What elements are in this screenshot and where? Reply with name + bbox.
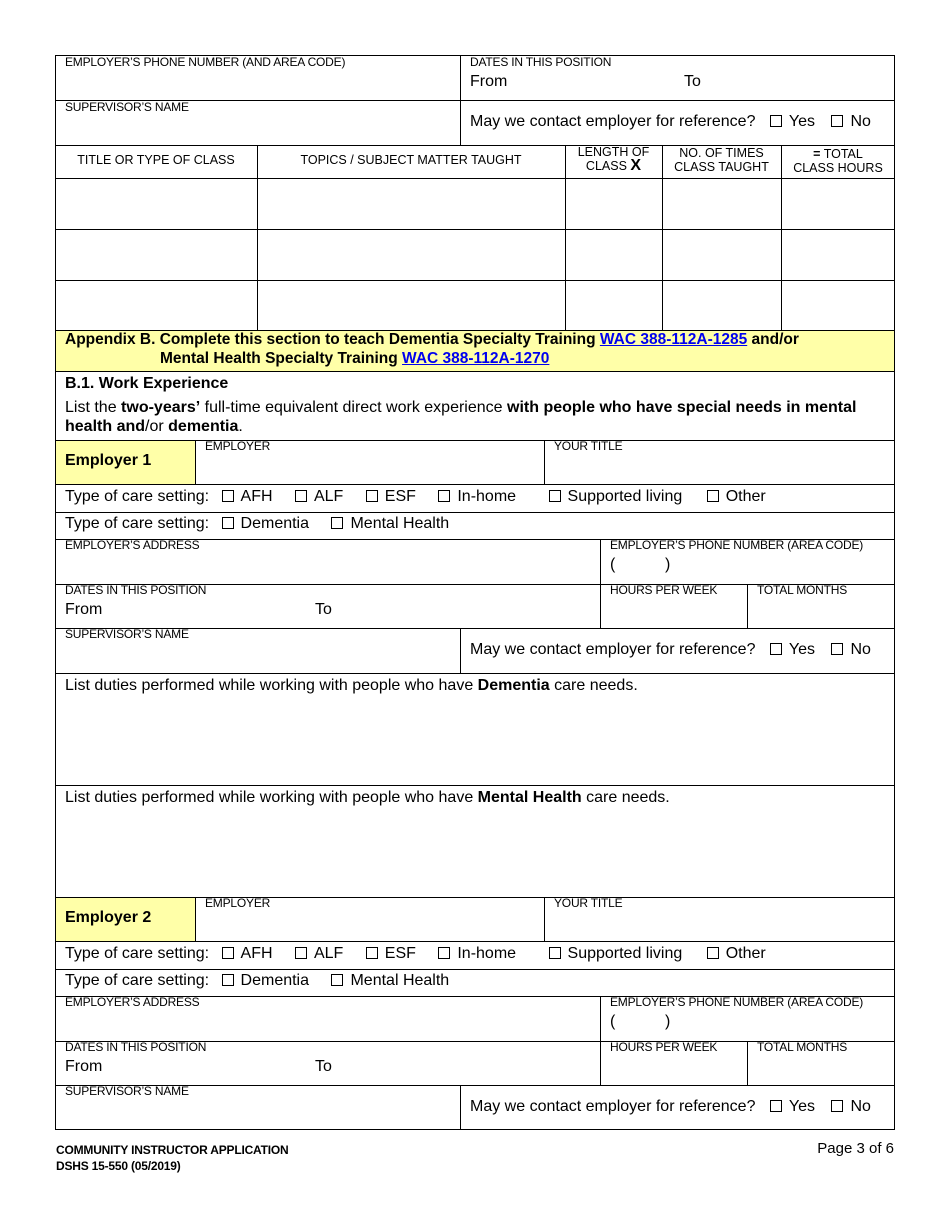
supported-living-checkbox[interactable] [549,947,561,959]
no-label: No [850,641,871,658]
no-checkbox[interactable] [831,1100,843,1112]
no-checkbox[interactable] [831,115,843,127]
divider [55,673,895,674]
divider [747,1041,748,1085]
appendix-text2: Mental Health Specialty Training [160,350,398,367]
appendix-text1: Appendix B. Complete this section to teach Dementia Specialty Training [65,331,596,348]
hours-label: HOURS PER WEEK [610,1040,718,1054]
b1-p-a: List the [65,399,117,416]
afh-label: AFH [240,488,273,505]
header-length [565,145,662,173]
months-label: TOTAL MONTHS [757,1040,848,1054]
dementia-duties-label [65,677,638,695]
b1-p-d: with people who have special needs in mental health [65,399,857,435]
mh-c: care needs. [586,789,670,806]
care-setting-row-1 [65,488,766,506]
other-checkbox[interactable] [707,490,719,502]
dates-label: DATES IN THIS POSITION [65,1040,207,1054]
supervisor-label: SUPERVISOR’S NAME [65,627,189,641]
divider [55,512,895,513]
header-equals: = [813,147,821,161]
to-label: To [315,601,332,618]
b1-p-f: /or [145,418,164,435]
dementia-label: Dementia [240,515,310,532]
dates-label: DATES IN THIS POSITION [65,583,207,597]
alf-label: ALF [313,945,344,962]
your-title-label: YOUR TITLE [554,439,623,453]
divider [460,1085,461,1130]
esf-checkbox[interactable] [366,490,378,502]
dates-label: DATES IN THIS POSITION [470,55,612,69]
b1-p-b: two-years’ [121,399,201,416]
address-label: EMPLOYER’S ADDRESS [65,538,200,552]
phone-area-label: EMPLOYER’S PHONE NUMBER (AREA CODE) [610,538,864,552]
yes-checkbox[interactable] [770,643,782,655]
from-label: From [470,73,508,90]
divider [544,440,545,484]
phone-paren-open: ( [610,1013,616,1030]
esf-checkbox[interactable] [366,947,378,959]
b1-p-e: and [116,418,146,435]
care-setting-label: Type of care setting: [65,945,210,962]
divider [55,941,895,942]
to-label: To [315,1058,332,1075]
appendix-line1 [65,331,799,349]
hours-label: HOURS PER WEEK [610,583,718,597]
no-label: No [850,113,871,130]
dem-a: List duties performed while working with people who have [65,677,474,694]
wac-1285-link[interactable]: WAC 388-112A-1285 [599,331,748,348]
in-home-label: In-home [457,488,517,505]
divider [747,584,748,628]
divider [460,628,461,673]
divider [195,897,196,941]
divider [55,785,895,786]
wac-1270-link[interactable]: WAC 388-112A-1270 [402,350,550,367]
divider [55,969,895,970]
header-total-line2: CLASS HOURS [793,161,883,175]
in-home-label: In-home [457,945,517,962]
other-label: Other [725,488,766,505]
dementia-checkbox[interactable] [222,517,234,529]
header-total-line1: TOTAL [823,147,863,161]
alf-checkbox[interactable] [295,490,307,502]
employer-label: EMPLOYER [205,896,271,910]
header-length-line1: LENGTH OF [577,145,650,159]
contact-question: May we contact employer for reference? [470,113,756,130]
header-total [781,147,895,175]
in-home-checkbox[interactable] [438,490,450,502]
yes-checkbox[interactable] [770,1100,782,1112]
employer-phone-label: EMPLOYER’S PHONE NUMBER (AND AREA CODE) [65,55,346,69]
divider [195,440,196,484]
footer-form-title: COMMUNITY INSTRUCTOR APPLICATION [56,1143,289,1157]
b1-paragraph [65,398,890,436]
mental-health-duties-label [65,789,670,807]
header-multiply: X [630,157,642,174]
from-label: From [65,601,103,618]
header-times-line2: CLASS TAUGHT [674,160,769,174]
footer-form-code: DSHS 15-550 (05/2019) [56,1159,181,1173]
mental-health-checkbox[interactable] [331,974,343,986]
divider [55,484,895,485]
b1-p-h: . [238,418,243,435]
from-label: From [65,1058,103,1075]
divider [257,145,258,330]
divider [544,897,545,941]
supervisor-label: SUPERVISOR’S NAME [65,1084,189,1098]
your-title-label: YOUR TITLE [554,896,623,910]
care-setting-label: Type of care setting: [65,488,210,505]
contact-reference-row [470,113,871,131]
divider [55,371,895,372]
mh-a: List duties performed while working with people who have [65,789,474,806]
phone-paren-close: ) [665,556,671,573]
supervisor-label: SUPERVISOR’S NAME [65,100,189,114]
header-times-line1: NO. OF TIMES [679,146,764,160]
supported-living-label: Supported living [567,488,683,505]
header-topics: TOPICS / SUBJECT MATTER TAUGHT [300,153,522,167]
header-title: TITLE OR TYPE OF CLASS [77,153,235,167]
dementia-label: Dementia [240,972,310,989]
address-label: EMPLOYER’S ADDRESS [65,995,200,1009]
mental-health-label: Mental Health [350,515,450,532]
b1-p-g: dementia [168,418,239,435]
appendix-line2 [160,350,549,368]
divider [55,178,895,179]
esf-label: ESF [384,488,416,505]
supported-living-label: Supported living [567,945,683,962]
dem-b: Dementia [477,677,550,694]
yes-label: Yes [788,113,816,130]
employer2-tag: Employer 2 [65,909,152,926]
other-label: Other [725,945,766,962]
yes-checkbox[interactable] [770,115,782,127]
yes-label: Yes [788,641,816,658]
employer-label: EMPLOYER [205,439,271,453]
contact-question: May we contact employer for reference? [470,1098,756,1115]
care-setting-row-1 [65,945,766,963]
alf-checkbox[interactable] [295,947,307,959]
dem-c: care needs. [554,677,638,694]
afh-label: AFH [240,945,273,962]
mh-b: Mental Health [477,789,582,806]
care-setting-label: Type of care setting: [65,972,210,989]
mental-health-checkbox[interactable] [331,517,343,529]
esf-label: ESF [384,945,416,962]
contact-reference-row [470,641,871,659]
phone-paren-open: ( [610,556,616,573]
header-times [662,146,781,174]
appendix-andor: and/or [751,331,799,348]
months-label: TOTAL MONTHS [757,583,848,597]
dementia-checkbox[interactable] [222,974,234,986]
care-setting-row-2 [65,515,449,533]
in-home-checkbox[interactable] [438,947,450,959]
divider [55,280,895,281]
to-label: To [684,73,701,90]
afh-checkbox[interactable] [222,947,234,959]
afh-checkbox[interactable] [222,490,234,502]
contact-reference-row [470,1098,871,1116]
care-setting-label: Type of care setting: [65,515,210,532]
b1-p-c: full-time equivalent direct work experience [204,399,503,416]
phone-area-label: EMPLOYER’S PHONE NUMBER (AREA CODE) [610,995,864,1009]
header-length-line2: CLASS [585,159,627,173]
alf-label: ALF [313,488,344,505]
employer1-tag: Employer 1 [65,452,152,469]
no-label: No [850,1098,871,1115]
phone-paren-close: ) [665,1013,671,1030]
care-setting-row-2 [65,972,449,990]
mental-health-label: Mental Health [350,972,450,989]
other-checkbox[interactable] [707,947,719,959]
supported-living-checkbox[interactable] [549,490,561,502]
no-checkbox[interactable] [831,643,843,655]
b1-title: B.1. Work Experience [65,375,229,392]
yes-label: Yes [788,1098,816,1115]
page-number: Page 3 of 6 [817,1140,894,1157]
contact-question: May we contact employer for reference? [470,641,756,658]
divider [55,229,895,230]
